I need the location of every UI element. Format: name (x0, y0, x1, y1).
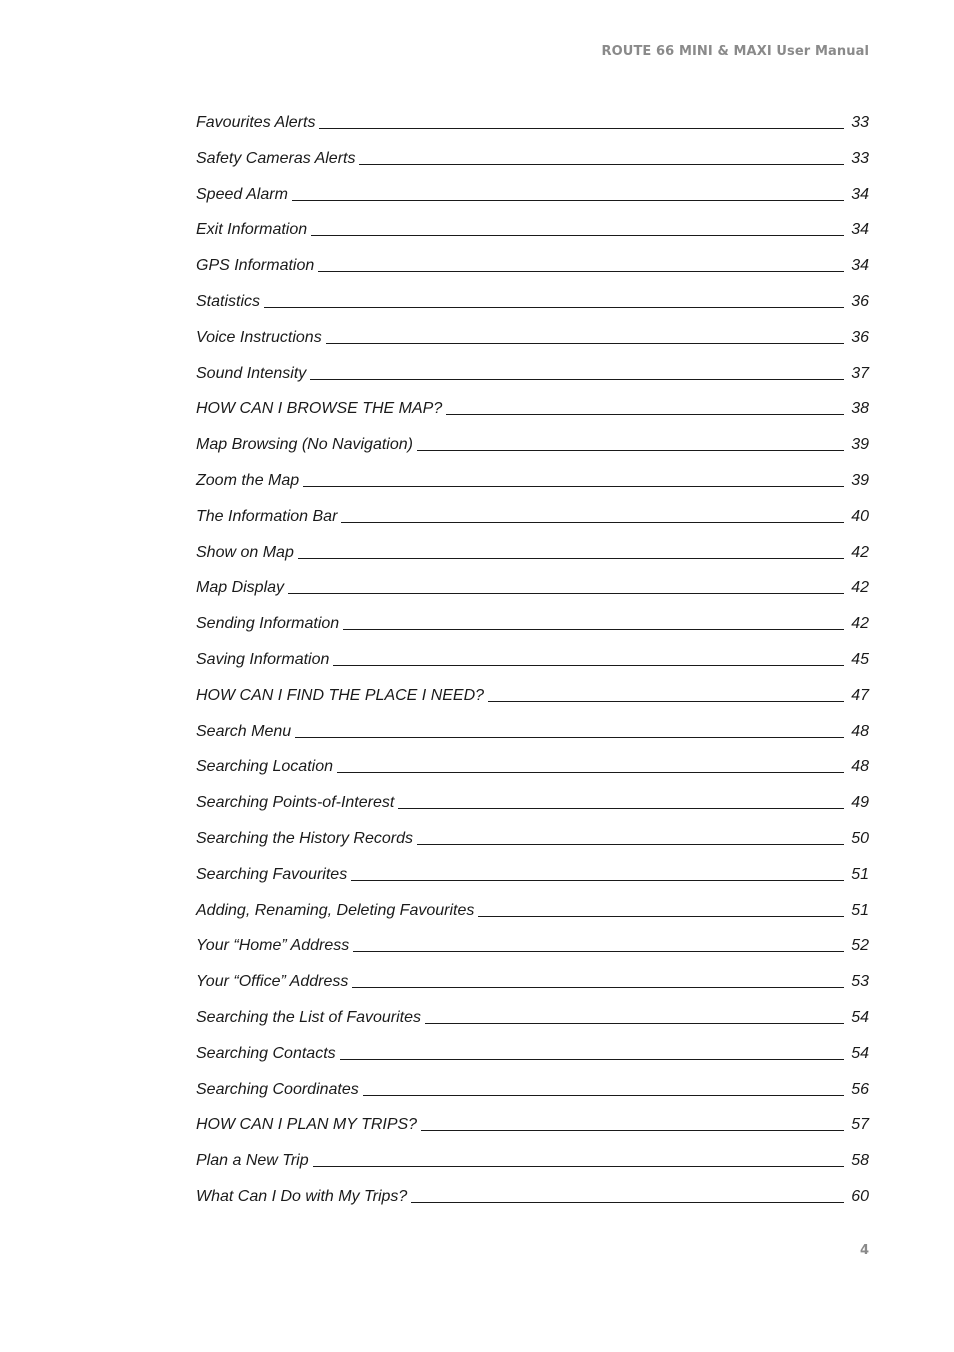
toc-entry[interactable] (196, 329, 869, 365)
table-of-contents (196, 114, 869, 1224)
toc-leader-line (292, 200, 844, 201)
toc-entry-title: Favourites Alerts (196, 114, 316, 131)
toc-entry-page: 36 (851, 292, 869, 310)
toc-entry-page: 39 (851, 471, 869, 489)
toc-leader-line (421, 1130, 844, 1131)
page-header: ROUTE 66 MINI & MAXI User Manual (601, 44, 869, 59)
toc-entry-title: Search Menu (196, 722, 292, 740)
toc-entry-title: The Information Bar (196, 507, 338, 525)
toc-entry-page: 34 (851, 185, 869, 203)
toc-entry[interactable] (196, 472, 869, 508)
page-number: 4 (859, 1243, 869, 1258)
toc-entry-title: Sound Intensity (196, 364, 307, 382)
toc-entry-title: Safety Cameras Alerts (196, 149, 356, 167)
toc-entry-page: 60 (851, 1187, 869, 1205)
toc-entry[interactable] (196, 687, 869, 723)
toc-entry-title: Voice Instructions (196, 328, 322, 346)
toc-entry-title: Map Display (196, 579, 285, 597)
toc-entry-page: 47 (851, 686, 869, 704)
toc-entry[interactable] (196, 723, 869, 759)
toc-leader-line (478, 916, 844, 917)
toc-entry-page: 49 (851, 794, 869, 812)
toc-entry[interactable] (196, 150, 869, 186)
toc-entry-page: 45 (851, 650, 869, 668)
toc-entry[interactable] (196, 293, 869, 329)
toc-entry-title: GPS Information (196, 257, 315, 275)
toc-entry[interactable] (196, 257, 869, 293)
toc-entry-title: Searching Location (196, 758, 333, 776)
toc-entry[interactable] (196, 400, 869, 436)
toc-entry-page: 40 (851, 507, 869, 525)
toc-entry[interactable] (196, 1045, 869, 1081)
toc-entry-page: 52 (851, 937, 869, 955)
toc-entry[interactable] (196, 1188, 869, 1224)
toc-leader-line (351, 880, 844, 881)
toc-entry-title: Searching Contacts (196, 1044, 336, 1062)
toc-entry-title: Speed Alarm (196, 185, 288, 203)
toc-leader-line (341, 522, 844, 523)
toc-leader-line (425, 1023, 844, 1024)
toc-leader-line (311, 235, 844, 236)
toc-entry-title: Searching Coordinates (196, 1080, 359, 1098)
toc-entry-page: 53 (851, 973, 869, 991)
toc-entry-page: 33 (851, 114, 869, 131)
toc-entry[interactable] (196, 830, 869, 866)
toc-entry[interactable] (196, 758, 869, 794)
toc-leader-line (310, 379, 844, 380)
toc-leader-line (264, 307, 844, 308)
toc-leader-line (353, 951, 844, 952)
toc-entry-title: Searching Points-of-Interest (196, 794, 395, 812)
toc-leader-line (326, 343, 844, 344)
toc-entry-page: 34 (851, 257, 869, 275)
toc-entry-title: Map Browsing (No Navigation) (196, 436, 413, 454)
toc-entry-page: 51 (851, 865, 869, 883)
toc-entry[interactable] (196, 1009, 869, 1045)
toc-entry-page: 38 (851, 400, 869, 418)
toc-entry-page: 42 (851, 543, 869, 561)
toc-entry[interactable] (196, 651, 869, 687)
toc-entry[interactable] (196, 365, 869, 401)
toc-entry-title: Saving Information (196, 650, 330, 668)
toc-entry[interactable] (196, 937, 869, 973)
toc-entry[interactable] (196, 221, 869, 257)
toc-leader-line (359, 164, 844, 165)
toc-entry-title: Show on Map (196, 543, 294, 561)
toc-entry-title: Searching the List of Favourites (196, 1008, 422, 1026)
toc-entry-page: 33 (851, 149, 869, 167)
toc-leader-line (411, 1202, 844, 1203)
toc-entry-title: Your “Office” Address (196, 973, 349, 991)
toc-entry[interactable] (196, 866, 869, 902)
toc-leader-line (318, 271, 844, 272)
toc-entry-page: 34 (851, 221, 869, 239)
toc-leader-line (417, 450, 844, 451)
toc-leader-line (352, 987, 844, 988)
toc-entry-page: 58 (851, 1152, 869, 1170)
toc-entry-page: 50 (851, 829, 869, 847)
toc-entry[interactable] (196, 973, 869, 1009)
toc-leader-line (333, 665, 844, 666)
toc-entry-title: Adding, Renaming, Deleting Favourites (196, 901, 475, 919)
toc-entry-page: 36 (851, 328, 869, 346)
toc-entry-title: HOW CAN I BROWSE THE MAP? (196, 400, 443, 418)
toc-entry-page: 54 (851, 1044, 869, 1062)
toc-entry[interactable] (196, 508, 869, 544)
toc-entry-title: What Can I Do with My Trips? (196, 1187, 408, 1205)
toc-entry-title: Exit Information (196, 221, 308, 239)
toc-entry[interactable] (196, 1081, 869, 1117)
toc-leader-line (337, 772, 844, 773)
toc-leader-line (417, 844, 844, 845)
toc-entry-page: 54 (851, 1008, 869, 1026)
toc-entry-page: 51 (851, 901, 869, 919)
toc-entry-page: 42 (851, 615, 869, 633)
toc-entry-page: 39 (851, 436, 869, 454)
toc-leader-line (313, 1166, 844, 1167)
toc-leader-line (288, 593, 844, 594)
toc-leader-line (303, 486, 844, 487)
toc-entry-page: 37 (851, 364, 869, 382)
toc-entry[interactable] (196, 1152, 869, 1188)
toc-entry-page: 42 (851, 579, 869, 597)
toc-leader-line (298, 558, 844, 559)
toc-entry[interactable] (196, 902, 869, 938)
toc-entry[interactable] (196, 436, 869, 472)
toc-entry-title: Sending Information (196, 615, 340, 633)
toc-entry[interactable] (196, 579, 869, 615)
toc-entry-title: Searching the History Records (196, 829, 413, 847)
toc-entry-title: Statistics (196, 292, 261, 310)
toc-entry[interactable] (196, 1116, 869, 1152)
toc-leader-line (319, 128, 844, 129)
toc-entry-page: 48 (851, 722, 869, 740)
toc-entry-title: Plan a New Trip (196, 1152, 309, 1170)
toc-leader-line (446, 414, 844, 415)
toc-entry[interactable] (196, 615, 869, 651)
toc-leader-line (295, 737, 844, 738)
toc-leader-line (363, 1095, 844, 1096)
toc-entry[interactable] (196, 114, 869, 150)
toc-entry-page: 56 (851, 1080, 869, 1098)
toc-leader-line (488, 701, 844, 702)
toc-entry-title: Zoom the Map (196, 471, 300, 489)
toc-entry[interactable] (196, 544, 869, 580)
toc-entry-title: Searching Favourites (196, 865, 348, 883)
toc-entry-title: HOW CAN I PLAN MY TRIPS? (196, 1116, 418, 1134)
toc-entry-page: 48 (851, 758, 869, 776)
toc-leader-line (340, 1059, 844, 1060)
toc-entry-title: HOW CAN I FIND THE PLACE I NEED? (196, 686, 485, 704)
toc-leader-line (343, 629, 844, 630)
toc-entry[interactable] (196, 186, 869, 222)
toc-entry[interactable] (196, 794, 869, 830)
toc-entry-title: Your “Home” Address (196, 937, 350, 955)
toc-entry-page: 57 (851, 1116, 869, 1134)
toc-leader-line (398, 808, 844, 809)
